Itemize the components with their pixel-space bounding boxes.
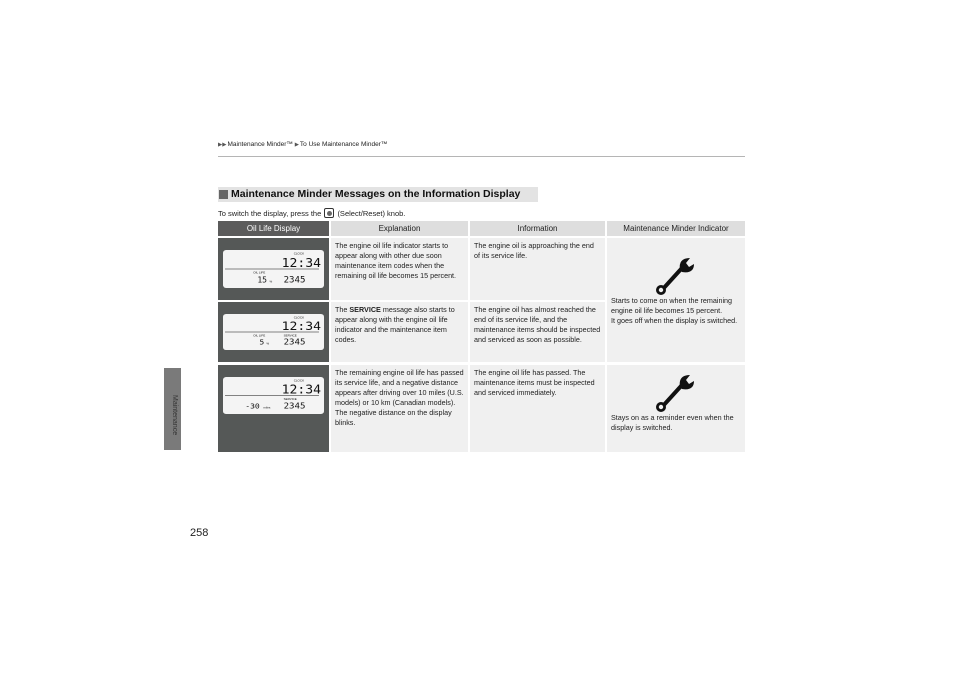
select-reset-knob-icon [324, 208, 334, 218]
section-heading [218, 187, 538, 202]
explanation-cell: The SERVICE message also starts to appear along with the engine oil life indicator and the maintenance item codes. [331, 302, 468, 362]
information-cell: The engine oil is approaching the end of its service life. [470, 238, 605, 300]
indicator-cell-top [607, 238, 745, 362]
breadcrumb [218, 141, 387, 148]
display-oil-value: 5 [259, 338, 265, 347]
oil-life-display-image [218, 302, 329, 362]
information-cell: The engine oil has almost reached the end of its service life, and the maintenance items should be inspected and serviced as soon as possible. [470, 302, 605, 362]
display-odometer: 2345 [283, 275, 306, 286]
intro-text: To switch the display, press the (Select/Reset) knob. [218, 209, 406, 218]
display-unit: miles [263, 405, 271, 410]
header-information: Information [470, 221, 605, 236]
display-odometer: 2345 [283, 401, 306, 412]
indicator-text-1: Starts to come on when the remaining engine oil life becomes 15 percent. [611, 296, 733, 315]
display-service-label: SERVICE [283, 397, 297, 402]
breadcrumb-arrow-icon: ▶▶ [218, 142, 227, 148]
display-unit: % [269, 279, 273, 284]
display-oil-value: -30 [245, 401, 260, 411]
header-maintenance-minder-indicator: Maintenance Minder Indicator [607, 221, 745, 236]
display-top-label: CLOCK [293, 315, 305, 320]
indicator-text-2: It goes off when the display is switched. [611, 315, 738, 325]
display-clock: 12:34 [281, 382, 322, 397]
indicator-cell-bottom [607, 365, 745, 452]
display-clock: 12:34 [281, 318, 322, 334]
header-oil-life-display: Oil Life Display [218, 221, 329, 236]
explanation-cell: The engine oil life indicator starts to appear along with other due soon maintenance item codes when the remaining oil life becomes 15 percent. [331, 238, 468, 300]
oil-life-display-image [218, 238, 329, 300]
breadcrumb-item-2[interactable]: To Use Maintenance Minder™ [299, 141, 388, 148]
page-number: 258 [190, 527, 209, 539]
indicator-text-3: Stays on as a reminder even when the display is switched. [611, 413, 734, 432]
display-unit: % [266, 341, 270, 346]
wrench-icon [654, 369, 698, 413]
display-oil-value: 15 [257, 275, 268, 285]
explanation-cell: The remaining engine oil life has passed its service life, and a negative distance appears after driving over 10 miles (U.S. models) or 10 km (Canadian models). The negative distance on the display blinks. [331, 365, 468, 452]
breadcrumb-arrow-icon: ▶ [294, 142, 299, 148]
header-explanation: Explanation [331, 221, 468, 236]
breadcrumb-item-1[interactable]: Maintenance Minder™ [227, 141, 293, 148]
display-odometer: 2345 [283, 338, 306, 348]
oil-life-display-image [218, 365, 329, 452]
wrench-icon [654, 252, 698, 296]
display-oil-label: OIL LIFE [253, 333, 266, 338]
section-title: Maintenance Minder Messages on the Information Display [231, 188, 521, 200]
display-service-label: SERVICE [283, 333, 297, 338]
header-rule [218, 156, 745, 157]
display-top-label: CLOCK [293, 378, 305, 383]
section-square-icon [219, 190, 228, 199]
information-cell: The engine oil life has passed. The maintenance items must be inspected and serviced immediately. [470, 365, 605, 452]
display-clock: 12:34 [281, 256, 322, 271]
chapter-label: Maintenance [171, 395, 178, 436]
display-oil-label: OIL LIFE [253, 270, 266, 275]
service-keyword: SERVICE [349, 305, 381, 314]
display-top-label: CLOCK [293, 251, 305, 256]
